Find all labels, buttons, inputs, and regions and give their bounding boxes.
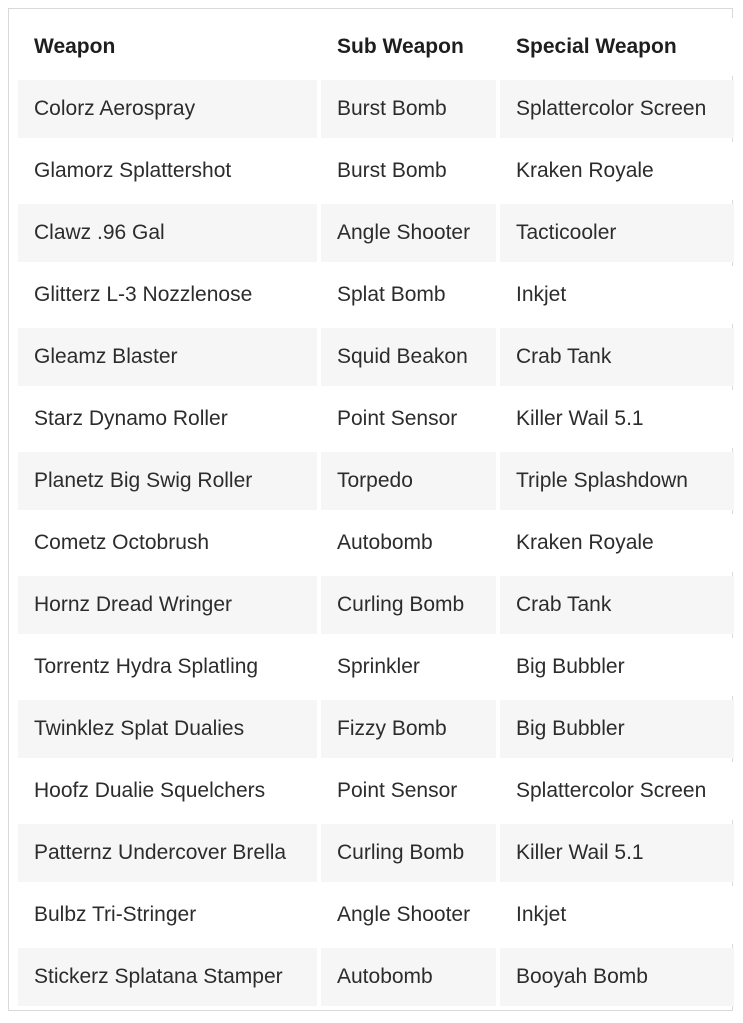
table-row [18,452,734,510]
table-row [18,824,734,882]
cell-weapon: Hornz Dread Wringer [18,576,317,634]
cell-special-weapon: Big Bubbler [500,638,734,696]
table-row [18,886,734,944]
cell-sub-weapon: Torpedo [321,452,496,510]
cell-weapon: Glitterz L-3 Nozzlenose [18,266,317,324]
cell-special-weapon: Killer Wail 5.1 [500,390,734,448]
table-row [18,762,734,820]
cell-sub-weapon: Angle Shooter [321,204,496,262]
table-body [18,80,734,1006]
cell-sub-weapon: Curling Bomb [321,824,496,882]
cell-weapon: Twinklez Splat Dualies [18,700,317,758]
cell-sub-weapon: Curling Bomb [321,576,496,634]
table-row [18,390,734,448]
cell-special-weapon: Big Bubbler [500,700,734,758]
cell-weapon: Patternz Undercover Brella [18,824,317,882]
cell-weapon: Hoofz Dualie Squelchers [18,762,317,820]
table-row [18,514,734,572]
cell-weapon: Planetz Big Swig Roller [18,452,317,510]
cell-sub-weapon: Burst Bomb [321,80,496,138]
cell-special-weapon: Kraken Royale [500,514,734,572]
table-row [18,80,734,138]
cell-weapon: Cometz Octobrush [18,514,317,572]
cell-sub-weapon: Sprinkler [321,638,496,696]
cell-special-weapon: Splattercolor Screen [500,80,734,138]
cell-special-weapon: Triple Splashdown [500,452,734,510]
table-frame [8,8,733,1011]
cell-special-weapon: Tacticooler [500,204,734,262]
cell-special-weapon: Crab Tank [500,576,734,634]
cell-special-weapon: Booyah Bomb [500,948,734,1006]
cell-sub-weapon: Splat Bomb [321,266,496,324]
cell-weapon: Stickerz Splatana Stamper [18,948,317,1006]
cell-weapon: Torrentz Hydra Splatling [18,638,317,696]
cell-sub-weapon: Point Sensor [321,390,496,448]
table-row [18,328,734,386]
cell-special-weapon: Crab Tank [500,328,734,386]
cell-special-weapon: Inkjet [500,266,734,324]
cell-sub-weapon: Burst Bomb [321,142,496,200]
cell-sub-weapon: Angle Shooter [321,886,496,944]
cell-sub-weapon: Autobomb [321,948,496,1006]
cell-weapon: Glamorz Splattershot [18,142,317,200]
cell-sub-weapon: Fizzy Bomb [321,700,496,758]
cell-weapon: Clawz .96 Gal [18,204,317,262]
table-row [18,204,734,262]
header-sub-weapon: Sub Weapon [321,18,496,76]
cell-special-weapon: Splattercolor Screen [500,762,734,820]
weapons-table [14,14,738,1010]
cell-sub-weapon: Squid Beakon [321,328,496,386]
header-special-weapon: Special Weapon [500,18,734,76]
header-weapon: Weapon [18,18,317,76]
cell-sub-weapon: Autobomb [321,514,496,572]
table-header-row [18,18,734,76]
table-row [18,700,734,758]
cell-special-weapon: Killer Wail 5.1 [500,824,734,882]
table-row [18,576,734,634]
table-row [18,142,734,200]
cell-sub-weapon: Point Sensor [321,762,496,820]
cell-weapon: Starz Dynamo Roller [18,390,317,448]
table-row [18,638,734,696]
table-row [18,266,734,324]
table-row [18,948,734,1006]
cell-weapon: Gleamz Blaster [18,328,317,386]
cell-weapon: Bulbz Tri-Stringer [18,886,317,944]
cell-special-weapon: Kraken Royale [500,142,734,200]
cell-weapon: Colorz Aerospray [18,80,317,138]
cell-special-weapon: Inkjet [500,886,734,944]
